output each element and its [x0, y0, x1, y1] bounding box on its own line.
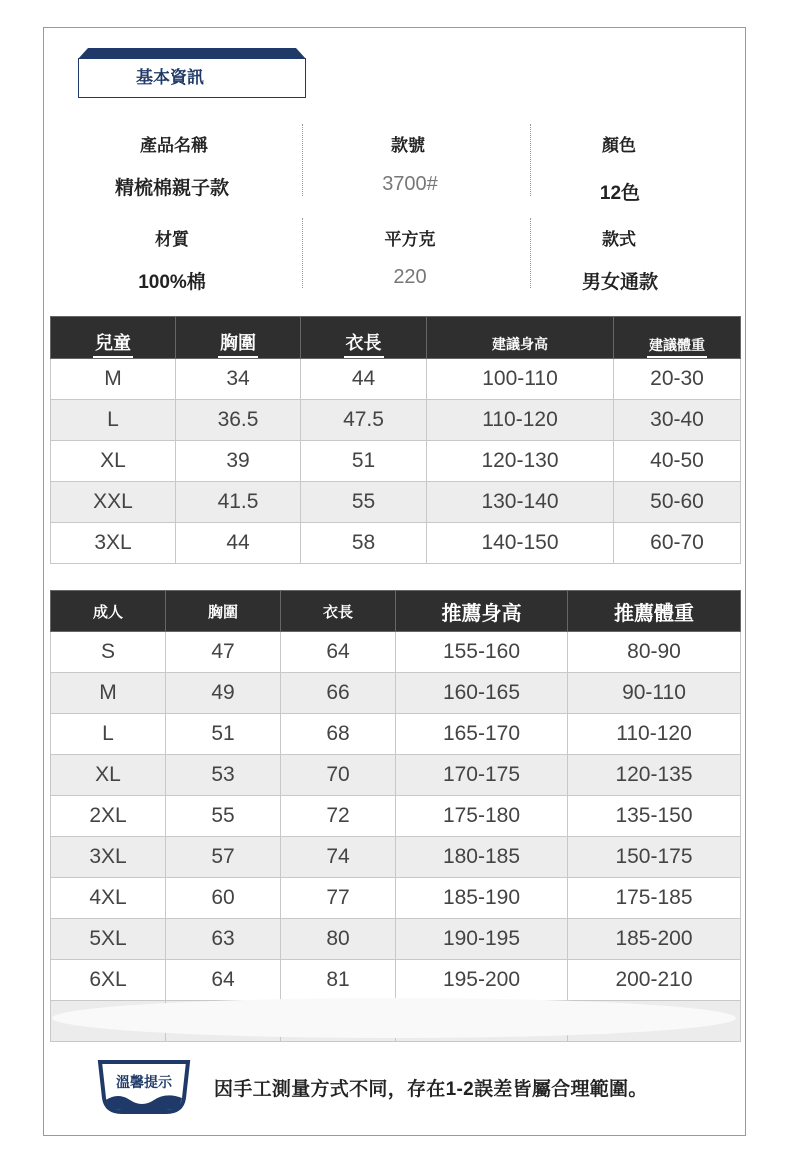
table-row: [51, 482, 741, 523]
cell: 200-210: [568, 960, 741, 1001]
table-header-row: [51, 317, 741, 359]
cell: 36.5: [176, 400, 301, 441]
cell: 170-175: [396, 755, 568, 796]
cell: 47.5: [301, 400, 427, 441]
cell: 51: [301, 441, 427, 482]
cell: 53: [166, 755, 281, 796]
info-label-gsm: 平方克: [384, 230, 436, 249]
info-label-product-name: 產品名稱: [140, 136, 208, 155]
cell: 64: [281, 632, 396, 673]
header-cell: [51, 317, 176, 359]
table-row: [51, 673, 741, 714]
info-value-style-no: 3700#: [382, 173, 438, 195]
header-height: 建議身高: [492, 336, 548, 352]
cell: XL: [51, 441, 176, 482]
header-cell: [301, 317, 427, 359]
cell: 74: [281, 837, 396, 878]
cell: M: [51, 359, 176, 400]
cell: 185-200: [568, 919, 741, 960]
cell: 195-200: [396, 960, 568, 1001]
info-value-fit: 男女通款: [581, 272, 658, 293]
header-length: 衣長: [344, 329, 384, 358]
cell: 55: [166, 796, 281, 837]
header-cell: [176, 317, 301, 359]
cell: 55: [301, 482, 427, 523]
cell: 150-175: [568, 837, 741, 878]
table-row: [51, 359, 741, 400]
cell: 90-110: [568, 673, 741, 714]
cell: 47: [166, 632, 281, 673]
header-chest: 胸圍: [218, 329, 258, 358]
header-weight: 推薦體重: [568, 591, 741, 632]
cell: 66: [281, 673, 396, 714]
cell: 68: [281, 714, 396, 755]
table-row: [51, 441, 741, 482]
cell: XXL: [51, 482, 176, 523]
cell: 120-135: [568, 755, 741, 796]
cell: 135-150: [568, 796, 741, 837]
info-value-material: 100%棉: [138, 272, 206, 293]
cell: 63: [166, 919, 281, 960]
cell: L: [51, 400, 176, 441]
table-header-row: [51, 591, 741, 632]
header-chest: 胸圍: [166, 591, 281, 632]
section-title-tab: [78, 48, 306, 98]
cell: 3XL: [51, 837, 166, 878]
cell: L: [51, 714, 166, 755]
table-row: [51, 960, 741, 1001]
info-value-color: 12色: [599, 183, 641, 204]
cell: 39: [176, 441, 301, 482]
cell: 4XL: [51, 878, 166, 919]
cell: 155-160: [396, 632, 568, 673]
info-label-color: 顏色: [602, 136, 636, 155]
header-weight: 建議體重: [647, 335, 707, 358]
table-row: [51, 632, 741, 673]
info-label-fit: 款式: [602, 230, 636, 249]
table-row: [51, 523, 741, 564]
cell: 80: [281, 919, 396, 960]
cell: 5XL: [51, 919, 166, 960]
kids-size-table: [50, 316, 741, 564]
cell: 175-180: [396, 796, 568, 837]
cell: 3XL: [51, 523, 176, 564]
cell: S: [51, 632, 166, 673]
cell: 160-165: [396, 673, 568, 714]
header-length: 衣長: [281, 591, 396, 632]
cell: 130-140: [427, 482, 614, 523]
cell: 140-150: [427, 523, 614, 564]
table-row: [51, 796, 741, 837]
cell: 80-90: [568, 632, 741, 673]
cell: 49: [166, 673, 281, 714]
cell: 190-195: [396, 919, 568, 960]
cell: 40-50: [614, 441, 741, 482]
cell: 110-120: [568, 714, 741, 755]
info-value-gsm: 220: [393, 266, 427, 288]
info-value-product-name: 精梳棉親子款: [114, 178, 229, 199]
cell: 50-60: [614, 482, 741, 523]
cell: 175-185: [568, 878, 741, 919]
cell: 110-120: [427, 400, 614, 441]
table-row: [51, 837, 741, 878]
cell: 185-190: [396, 878, 568, 919]
cell: 20-30: [614, 359, 741, 400]
cell: 6XL: [51, 960, 166, 1001]
tip-badge: [96, 1058, 192, 1116]
cell: M: [51, 673, 166, 714]
cell: 100-110: [427, 359, 614, 400]
table-row: [51, 714, 741, 755]
cell: 70: [281, 755, 396, 796]
info-label-style-no: 款號: [391, 136, 425, 155]
header-adult: 成人: [51, 591, 166, 632]
cell: 2XL: [51, 796, 166, 837]
cell: 120-130: [427, 441, 614, 482]
tip-badge-label: 溫馨提示: [116, 1074, 172, 1090]
cell: 58: [301, 523, 427, 564]
cell: 44: [301, 359, 427, 400]
cell: 44: [176, 523, 301, 564]
cell: 77: [281, 878, 396, 919]
table-row: [51, 755, 741, 796]
table-row: [51, 919, 741, 960]
section-title: 基本資訊: [136, 68, 204, 87]
tip-text: 因手工測量方式不同，存在1-2誤差皆屬合理範圍。: [214, 1079, 648, 1100]
cell: 81: [281, 960, 396, 1001]
header-cell: [614, 317, 741, 359]
adult-size-table: [50, 590, 741, 1042]
cell: 41.5: [176, 482, 301, 523]
header-cell: [427, 317, 614, 359]
cell: 180-185: [396, 837, 568, 878]
cell: 72: [281, 796, 396, 837]
table-row: [51, 878, 741, 919]
cell: 64: [166, 960, 281, 1001]
cell: XL: [51, 755, 166, 796]
cell: 57: [166, 837, 281, 878]
cell: 34: [176, 359, 301, 400]
cell: 51: [166, 714, 281, 755]
cell: 30-40: [614, 400, 741, 441]
table-row: [51, 400, 741, 441]
cell: 60: [166, 878, 281, 919]
header-height: 推薦身高: [396, 591, 568, 632]
info-label-material: 材質: [155, 230, 189, 249]
cell: 60-70: [614, 523, 741, 564]
cell: 165-170: [396, 714, 568, 755]
blank-row-highlight: [52, 998, 736, 1038]
header-kids: 兒童: [93, 329, 133, 358]
